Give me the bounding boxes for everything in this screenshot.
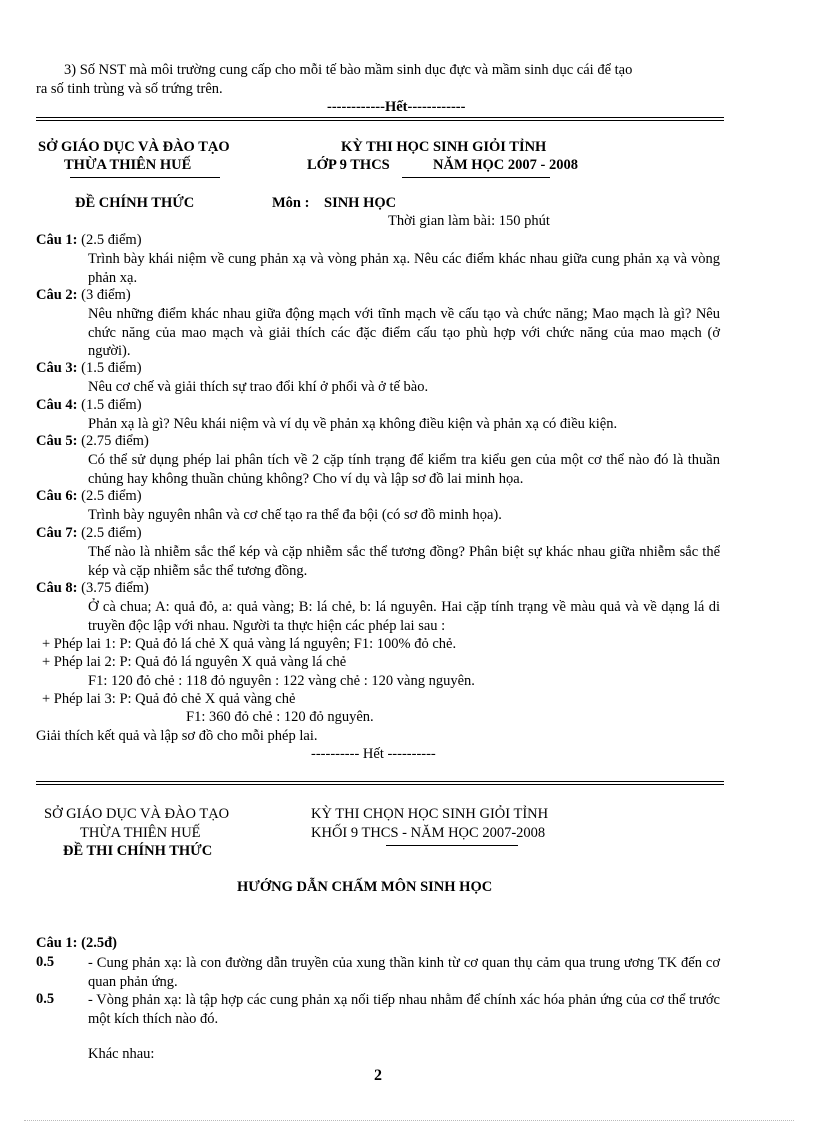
time-allowed: Thời gian làm bài: 150 phút	[388, 213, 550, 229]
guide-heading: HƯỚNG DẪN CHẤM MÔN SINH HỌC	[237, 879, 493, 895]
answer-2-text: - Vòng phản xạ: là tập hợp các cung phản xạ nối tiếp nhau nhằm để chính xác hóa phản ứng của cơ thể trước một kích thích nào đó.	[88, 992, 720, 1027]
closing-instruction: Giải thích kết quả và lập sơ đồ cho mỗi phép lai.	[36, 728, 318, 744]
guide-header-underline	[386, 845, 518, 846]
guide-official-label: ĐỀ THI CHÍNH THỨC	[63, 843, 213, 859]
grade-label: LỚP 9 THCS	[307, 157, 390, 173]
end-marker-top: ------------Hết------------	[327, 99, 466, 115]
cross-1: + Phép lai 1: P: Quả đỏ lá chẻ X quả vàng lá nguyên; F1: 100% đỏ chẻ.	[42, 636, 457, 652]
q3-text-line2: ra số tinh trùng và số trứng trên.	[36, 81, 223, 97]
question-1-label: Câu 1: (2.5 điểm)	[36, 232, 142, 248]
cross-3: + Phép lai 3: P: Quả đỏ chẻ X quả vàng chẻ	[42, 691, 296, 707]
q3-text-line1: 3) Số NST mà môi trường cung cấp cho mỗi tế bào mầm sinh dục đực và mầm sinh dục cái để tạo	[64, 62, 633, 78]
question-4-label: Câu 4: (1.5 điểm)	[36, 397, 142, 413]
dept-name: SỞ GIÁO DỤC VÀ ĐÀO TẠO	[38, 139, 230, 155]
subject-label: Môn :	[272, 195, 310, 211]
differences-label: Khác nhau:	[88, 1046, 155, 1062]
cross-3-result: F1: 360 đỏ chẻ : 120 đỏ nguyên.	[186, 709, 374, 725]
exam-title: KỲ THI HỌC SINH GIỎI TỈNH	[341, 139, 547, 155]
section-divider	[36, 781, 724, 785]
question-6-label: Câu 6: (2.5 điểm)	[36, 488, 142, 504]
guide-dept-name: SỞ GIÁO DỤC VÀ ĐÀO TẠO	[44, 806, 230, 822]
header-underline-left	[70, 177, 220, 178]
guide-exam-title: KỲ THI CHỌN HỌC SINH GIỎI TỈNH	[311, 806, 549, 822]
question-6-text: Trình bày nguyên nhân và cơ chế tạo ra thể đa bội (có sơ đồ minh họa).	[88, 507, 502, 523]
cross-2-result: F1: 120 đỏ chẻ : 118 đỏ nguyên : 122 vàng chẻ : 120 vàng nguyên.	[88, 673, 475, 689]
question-2-label: Câu 2: (3 điểm)	[36, 287, 131, 303]
question-7-text: Thế nào là nhiễm sắc thể kép và cặp nhiễm sắc thể tương đồng? Phân biệt sự khác nhau giữa nhiễm sắc thể kép và cặp nhiễm sắc thể tương đồng.	[88, 544, 720, 579]
end-marker: ---------- Hết ----------	[311, 746, 436, 762]
question-5-text: Có thể sử dụng phép lai phân tích về 2 cặp tính trạng để kiểm tra kiểu gen của một cơ thể nào đó là thuần chủng hay không thuần chủng không? Cho ví dụ và lập sơ đồ lai minh họa.	[88, 452, 720, 487]
page-number: 2	[374, 1067, 382, 1084]
guide-grade-year: KHỐI 9 THCS - NĂM HỌC 2007-2008	[311, 825, 546, 841]
answer-1-text: - Cung phản xạ: là con đường dẫn truyền của xung thần kinh từ cơ quan thụ cảm qua trung ương TK đến cơ quan phản ứng.	[88, 955, 720, 990]
question-1-text: Trình bày khái niệm về cung phản xạ và vòng phản xạ. Nêu các điểm khác nhau giữa cung phản xạ và vòng phản xạ.	[88, 251, 720, 286]
header-underline-right	[402, 177, 550, 178]
official-label: ĐỀ CHÍNH THỨC	[75, 195, 195, 211]
guide-q1-label: Câu 1: (2.5đ)	[36, 935, 117, 951]
question-3-text: Nêu cơ chế và giải thích sự trao đổi khí ở phổi và ở tế bào.	[88, 379, 429, 395]
question-8-label: Câu 8: (3.75 điểm)	[36, 580, 149, 596]
section-divider	[36, 117, 724, 121]
score-2: 0.5	[36, 991, 55, 1007]
question-7-label: Câu 7: (2.5 điểm)	[36, 525, 142, 541]
school-year: NĂM HỌC 2007 - 2008	[433, 157, 578, 173]
guide-province-name: THỪA THIÊN HUẾ	[80, 825, 201, 841]
question-5-label: Câu 5: (2.75 điểm)	[36, 433, 149, 449]
question-3-label: Câu 3: (1.5 điểm)	[36, 360, 142, 376]
question-4-text: Phản xạ là gì? Nêu khái niệm và ví dụ về phản xạ không điều kiện và phản xạ có điều kiện.	[88, 416, 618, 432]
question-2-text: Nêu những điểm khác nhau giữa động mạch với tĩnh mạch về cấu tạo và chức năng; Mao mạch là gì? Nêu chức năng của mao mạch và giải thích các đặc điểm cấu tạo phù hợp với chức năng của mao mạch (ở người).	[88, 306, 720, 359]
cross-2: + Phép lai 2: P: Quả đỏ lá nguyên X quả vàng lá chẻ	[42, 654, 347, 670]
score-1: 0.5	[36, 954, 55, 970]
subject-name: SINH HỌC	[324, 195, 397, 211]
province-name: THỪA THIÊN HUẾ	[64, 157, 192, 173]
question-8-text: Ở cà chua; A: quả đỏ, a: quả vàng; B: lá chẻ, b: lá nguyên. Hai cặp tính trạng về màu quả và về dạng lá di truyền độc lập với nhau. Người ta thực hiện các phép lai sau :	[88, 599, 720, 634]
page-bottom-border	[24, 1120, 794, 1121]
